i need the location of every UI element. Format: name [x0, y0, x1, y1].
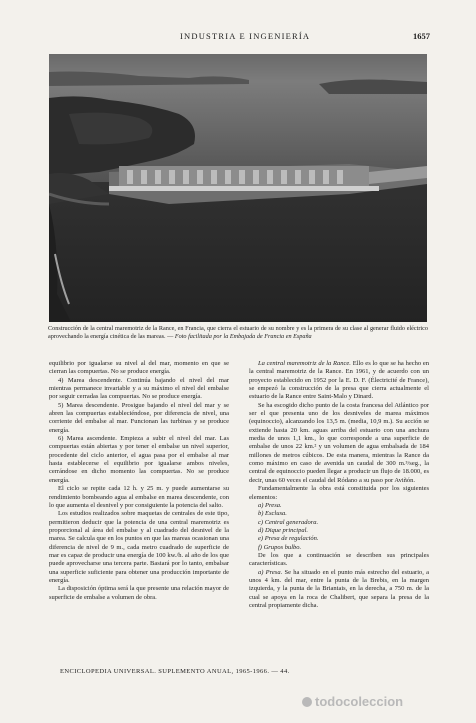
watermark-text: todocoleccion [315, 694, 404, 709]
left-paragraph: 5) Marea descendente. Prosigue bajando el nivel del mar y se abren las compuertas estableciéndose, por diferencia de nivel, una corriente del embalse al mar. Funcionan las turbinas y se produce energía. [49, 401, 229, 434]
right-paragraph: De los que a continuación se describen sus principales características. [249, 551, 429, 568]
list-marker: f) [258, 543, 262, 551]
list-text: Presa. [265, 501, 282, 509]
caption-credit: Foto facilitada por la Embajada de Francia en España [174, 333, 312, 341]
right-column [249, 360, 429, 610]
watermark [302, 694, 403, 709]
left-paragraph: Los estudios realizados sobre maquetas de centrales de este tipo, permitieron deducir que la potencia de una central maremotriz es proporcional al área del embalse y al cuadrado del desnivel de la marea. Se calcula que en los puntos en que las mareas ocasionan una diferencia de nivel de 9 m., cada metro cuadrado de superficie de mar es capaz de producir una energía de 100 kw./h. al año de los que puede aprovecharse una tercera parte. Bastará por lo tanto, embalsar una superficie suficiente para obtener una producción importante de energía. [49, 510, 229, 584]
right-paragraph-text: Ello es lo que se ha hecho en la central maremotriz de la Rance. En 1961, y de acuerdo con un proyecto establecido en 1952 por la E. D. F. (Électricité de France), se empezó la construcción de la presa que cierra actualmente el estuario de la Rance entre Saint-Malo y Dinard. [249, 360, 429, 401]
left-paragraph: El ciclo se repite cada 12 h. y 25 m. y puede aumentarse su rendimiento bombeando agua al embalse en marea descendente, con lo que aumenta el desnivel y por consiguiente la potencia del salto. [49, 485, 229, 509]
list-text: Central generadora. [264, 518, 319, 526]
list-marker: c) [258, 518, 264, 526]
left-column [49, 360, 229, 602]
list-item [249, 527, 429, 535]
watermark-logo-icon [302, 697, 312, 707]
list-item [249, 535, 429, 543]
right-paragraph-closing [249, 569, 429, 611]
closing-text: Se ha situado en el punto más estrecho del estuario, a unos 4 km. del mar, entre la punta de la Brebis, en la margen izquierda, y la punta de la Briantais, en la derecha, a 750 m. de la cual se apoya en la roca de Chalibert, que separa la presa de la central propiamente dicha. [249, 568, 429, 609]
left-paragraph: equilibrio por igualarse su nivel al del mar, momento en que se cierran las compuertas. No se produce energía. [49, 360, 229, 376]
page-footer: ENCICLOPEDIA UNIVERSAL. SUPLEMENTO ANUAL, 1965-1966. — 44. [60, 668, 290, 675]
running-head-title: INDUSTRIA E INGENIERÍA [180, 31, 311, 41]
list-text: Presa de regulación. [264, 535, 319, 543]
list-marker: a) [258, 501, 264, 509]
list-marker: e) [258, 535, 264, 543]
list-text: Esclusa. [265, 510, 287, 518]
left-paragraph: 6) Marea ascendente. Empieza a subir el nivel del mar. Las compuertas están abiertas y por tener el embalse un nivel superior, procedente del ciclo anterior, el agua pasa por el embalse al mar hasta establecerse el equilibrio por igualarse ambos niveles, cerrándose en dicho momento las compuertas. No se produce energía. [49, 435, 229, 484]
right-paragraph: Se ha escogido dicho punto de la costa francesa del Atlántico por ser el que presenta uno de los desniveles de marea máximos (equinoccio), alcanzando los 13,5 m. (media, 10,9 m.). Su acción se extiende hasta 20 km. aguas arriba del estuario con una anchura media de unos 1,1 km., lo que corresponde a una superficie de embalse de unos 22 km.² y un volumen de agua embalsada de 184 millones de metros cúbicos. De esta manera, mientras la Rance da como máximo en caso de avenida un caudal de 300 m.³/seg., la central de equinoccio pueden llegar a producir un flujo de 18.000, es decir, unas 60 veces el caudal del Ródano a su paso por Aviñón. [249, 401, 429, 484]
list-text: Grupos bulbo. [263, 543, 302, 551]
list-item [249, 519, 429, 527]
right-paragraph: Fundamentalmente la obra está constituida por los siguientes elementos: [249, 485, 429, 501]
list-item [249, 544, 429, 552]
photo-caption [48, 325, 428, 341]
caption-text: Construcción de la central maremotriz de la Rance, en Francia, que cierra el estuario de su nombre y es la primera de su clase al generar fluido eléctrico aprovechando la energía cinética de las mareas. — [48, 325, 428, 341]
tidal-power-plant-photo [49, 54, 427, 322]
list-item [249, 510, 429, 518]
list-text: Dique principal. [265, 526, 309, 534]
closing-label: Presa. [265, 568, 283, 576]
page-number: 1657 [413, 31, 430, 41]
section-title: La central maremotriz de la Rance. [258, 360, 351, 367]
closing-marker: a) [258, 568, 264, 576]
left-paragraph: La disposición óptima será la que presente una relación mayor de superficie de embalse a volumen de obra. [49, 585, 229, 601]
right-paragraph-intro [249, 360, 429, 402]
list-marker: b) [258, 510, 264, 518]
left-paragraph: 4) Marea descendente. Continúa bajando el nivel del mar mientras permanece invariable y a su máximo el nivel del embalse por seguir cerradas las compuertas. No se produce energía. [49, 376, 229, 401]
list-item [249, 502, 429, 510]
list-marker: d) [258, 526, 264, 534]
